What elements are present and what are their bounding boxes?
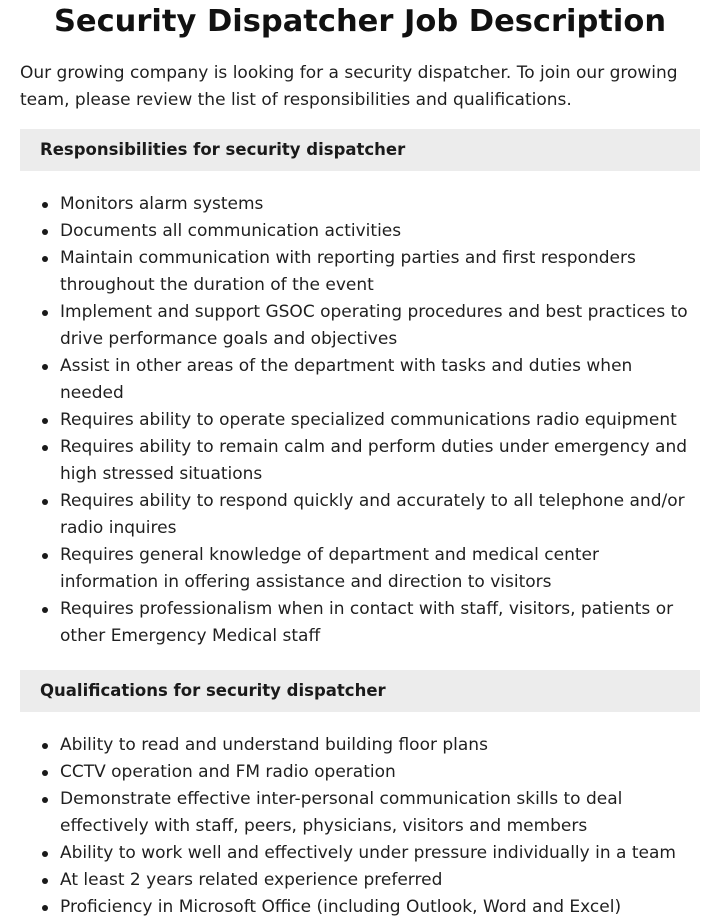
list-item: Requires general knowledge of department and medical center information in offering assistance and direction to visitors [20,542,700,596]
list-item: Monitors alarm systems [20,191,700,218]
list-item: Ability to read and understand building floor plans [20,732,700,759]
list-item: Assist in other areas of the department with tasks and duties when needed [20,353,700,407]
list-item: Demonstrate effective inter-personal communication skills to deal effectively with staff, peers, physicians, visitors and members [20,786,700,840]
list-item: CCTV operation and FM radio operation [20,759,700,786]
page-title: Security Dispatcher Job Description [53,4,667,39]
list-item: Ability to work well and effectively under pressure individually in a team [20,840,700,867]
intro-paragraph: Our growing company is looking for a security dispatcher. To join our growing team, please review the list of responsibilities and qualifications. [20,63,678,110]
qualifications-heading: Qualifications for security dispatcher [20,670,700,712]
list-item: Proficiency in Microsoft Office (including Outlook, Word and Excel) [20,894,700,921]
responsibilities-list [20,191,700,650]
list-item: Requires ability to operate specialized communications radio equipment [20,407,700,434]
list-item: Requires ability to respond quickly and accurately to all telephone and/or radio inquires [20,488,700,542]
list-item: Implement and support GSOC operating procedures and best practices to drive performance goals and objectives [20,299,700,353]
list-item: Documents all communication activities [20,218,700,245]
list-item: Requires ability to remain calm and perform duties under emergency and high stressed situations [20,434,700,488]
list-item: Maintain communication with reporting parties and first responders throughout the duration of the event [20,245,700,299]
qualifications-list [20,732,700,921]
list-item: Requires professionalism when in contact with staff, visitors, patients or other Emergency Medical staff [20,596,700,650]
list-item: At least 2 years related experience preferred [20,867,700,894]
responsibilities-heading: Responsibilities for security dispatcher [20,129,700,171]
